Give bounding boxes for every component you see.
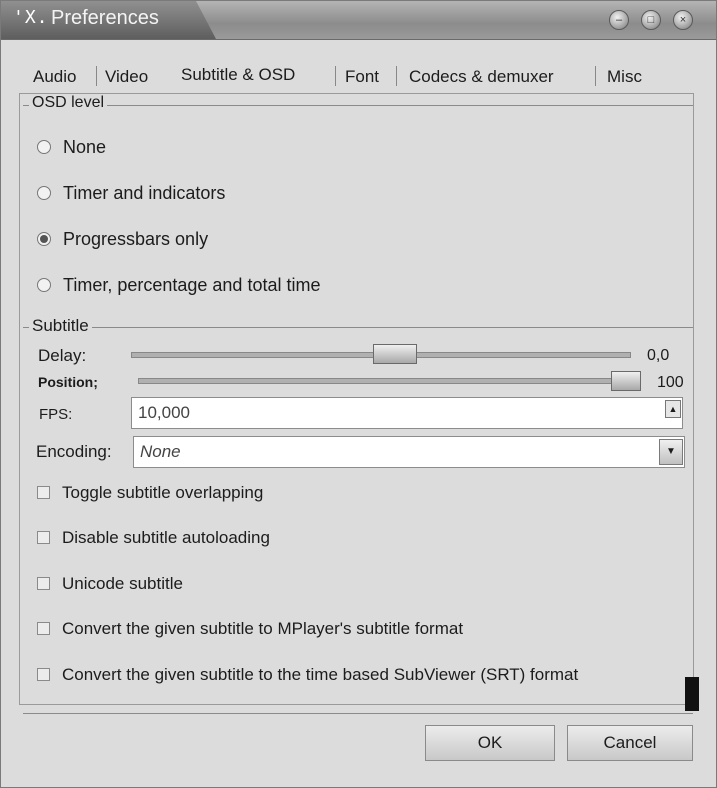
- osd-option-timer-indicators[interactable]: [37, 183, 225, 207]
- position-label: Position;: [38, 374, 98, 390]
- checkbox[interactable]: [37, 486, 50, 499]
- checkbox-label: Unicode subtitle: [62, 574, 183, 593]
- checkbox-label: Convert the given subtitle to MPlayer's subtitle format: [62, 619, 464, 638]
- tab-subtitle-osd[interactable]: Subtitle & OSD: [181, 65, 296, 84]
- osd-option-none[interactable]: [37, 137, 106, 161]
- unicode-subtitle-checkbox[interactable]: [37, 574, 183, 594]
- subtitle-group-border: [23, 327, 693, 328]
- close-icon[interactable]: ×: [673, 10, 693, 30]
- minimize-icon[interactable]: –: [609, 10, 629, 30]
- fps-label: FPS:: [39, 406, 73, 423]
- tab-separator: [96, 66, 97, 86]
- checkbox[interactable]: [37, 531, 50, 544]
- osd-group-border: [23, 105, 693, 106]
- subtitle-group-label: Subtitle: [29, 316, 92, 336]
- tab-separator: [595, 66, 596, 86]
- spin-up-icon[interactable]: ▲: [665, 400, 681, 418]
- convert-srt-format-checkbox[interactable]: [37, 665, 578, 685]
- window-title: Preferences: [51, 7, 159, 29]
- disable-autoloading-checkbox[interactable]: [37, 528, 270, 548]
- tab-codecs-demuxer[interactable]: Codecs & demuxer: [409, 67, 554, 86]
- delay-value: 0,0: [647, 347, 670, 364]
- encoding-select[interactable]: [133, 436, 685, 468]
- encoding-value: None: [140, 442, 181, 461]
- cancel-button[interactable]: Cancel: [567, 725, 693, 761]
- convert-mplayer-format-checkbox[interactable]: [37, 619, 463, 639]
- checkbox[interactable]: [37, 622, 50, 635]
- checkbox[interactable]: [37, 577, 50, 590]
- ok-button[interactable]: OK: [425, 725, 555, 761]
- radio-button[interactable]: [37, 278, 51, 292]
- tab-audio[interactable]: Audio: [33, 67, 77, 86]
- osd-option-progressbars[interactable]: [37, 229, 208, 253]
- osd-option-label: Progressbars only: [63, 229, 209, 249]
- osd-option-label: None: [63, 137, 107, 157]
- fps-spinbox[interactable]: [131, 397, 683, 429]
- delay-label: Delay:: [38, 346, 87, 365]
- delay-slider-handle[interactable]: [373, 344, 417, 364]
- osd-level-group-label: OSD level: [29, 94, 107, 112]
- chevron-down-icon[interactable]: ▼: [659, 439, 683, 465]
- radio-button[interactable]: [37, 140, 51, 154]
- tab-bar: [23, 61, 693, 93]
- checkbox-label: Convert the given subtitle to the time based SubViewer (SRT) format: [62, 665, 579, 684]
- tab-separator: [396, 66, 397, 86]
- radio-button-selected[interactable]: [37, 232, 51, 246]
- checkbox[interactable]: [37, 668, 50, 681]
- position-value: 100: [657, 374, 684, 391]
- tab-separator: [335, 66, 336, 86]
- maximize-icon[interactable]: □: [641, 10, 661, 30]
- fps-value: 10,000: [138, 403, 190, 422]
- tab-video[interactable]: Video: [105, 67, 149, 86]
- title-bar[interactable]: [1, 1, 716, 40]
- checkbox-label: Disable subtitle autoloading: [62, 528, 270, 547]
- osd-option-timer-percentage-total[interactable]: [37, 275, 320, 299]
- position-slider-handle[interactable]: [611, 371, 641, 391]
- bottom-separator: [23, 713, 693, 714]
- position-slider-track[interactable]: [138, 378, 641, 384]
- toggle-overlapping-checkbox[interactable]: [37, 483, 263, 503]
- checkbox-label: Toggle subtitle overlapping: [62, 483, 264, 502]
- tab-misc[interactable]: Misc: [607, 67, 642, 86]
- osd-option-label: Timer and indicators: [63, 183, 226, 203]
- tab-font[interactable]: Font: [345, 67, 380, 86]
- encoding-label: Encoding:: [36, 442, 112, 461]
- app-icon: 'X.: [13, 7, 49, 28]
- radio-button[interactable]: [37, 186, 51, 200]
- osd-option-label: Timer, percentage and total time: [63, 275, 321, 295]
- vertical-scrollbar[interactable]: [685, 677, 699, 711]
